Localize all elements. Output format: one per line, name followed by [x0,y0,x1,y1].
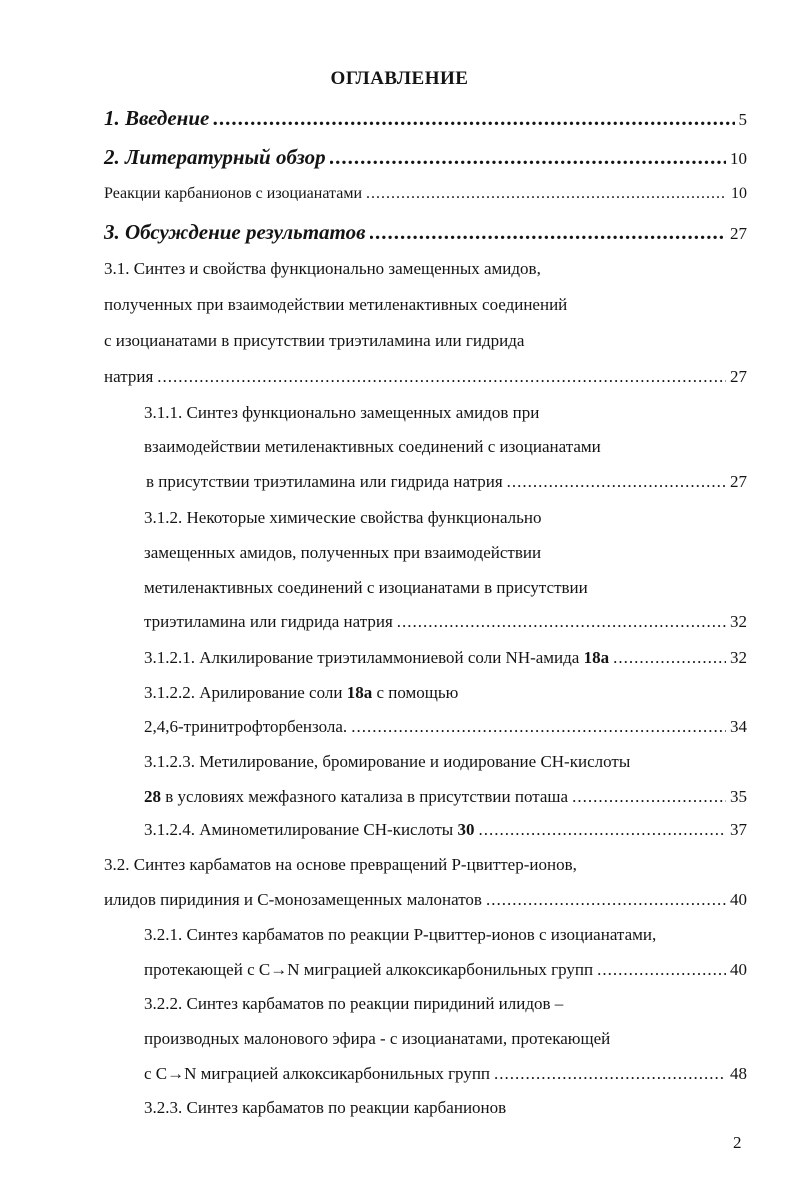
toc-entry-title [144,648,609,668]
toc-entry-title: натрия [104,367,154,386]
toc-entry-3-1-2-line1[interactable]: 3.1.2. Некоторые химические свойства функционально [144,508,542,527]
toc-entry-title: протекающей с C→N миграцией алкоксикарбонильных групп [144,960,594,979]
toc-entry-3-1-line1[interactable]: 3.1. Синтез и свойства функционально замещенных амидов, [104,259,541,278]
leader-dots [370,220,727,245]
toc-entry-text: с помощью [372,683,459,702]
toc-page-number: 37 [730,820,747,839]
toc-entry-3-1-line3[interactable]: с изоцианатами в присутствии триэтиламина или гидрида [104,331,525,350]
leader-dots [494,1064,726,1084]
leader-dots [597,960,726,980]
toc-page-number: 34 [730,717,747,736]
toc-entry-literature-review[interactable] [104,145,747,170]
toc-entry-text: 3.1.2.4. Аминометилирование CH-кислоты [144,820,458,839]
toc-entry-title: Реакции карбанионов с изоцианатами [104,185,363,202]
toc-entry-title: в присутствии триэтиламина или гидрида натрия [146,472,503,491]
toc-page-number: 48 [730,1064,747,1083]
toc-entry-discussion[interactable] [104,220,747,245]
toc-page-number: 35 [730,787,747,806]
leader-dots [397,612,726,632]
toc-entry-3-1-2-line3[interactable]: метиленактивных соединений с изоцианатами в присутствии [144,578,588,597]
toc-page-number: 10 [730,149,747,168]
toc-entry-introduction[interactable] [104,106,747,131]
toc-entry-title: с C→N миграцией алкоксикарбонильных групп [144,1064,491,1083]
toc-entry-title [144,820,474,840]
toc-entry-3-1-2-2-line1[interactable] [144,683,458,703]
toc-entry-3-2-2-line3[interactable] [144,1064,747,1084]
page-number: 2 [733,1133,742,1152]
toc-entry-3-2-3-line1[interactable]: 3.2.3. Синтез карбаматов по реакции карбанионов [144,1098,507,1117]
leader-dots [213,106,734,131]
leader-dots [572,787,726,807]
toc-page-number: 32 [730,648,747,667]
leader-dots [486,890,726,910]
toc-entry-3-2-line2[interactable] [104,890,747,910]
toc-entry-3-2-2-line1[interactable]: 3.2.2. Синтез карбаматов по реакции пиридиний илидов – [144,994,564,1013]
toc-page-number: 40 [730,960,747,979]
toc-entry-carbanion-reactions[interactable] [104,185,747,203]
toc-entry-3-1-2-2-line2[interactable] [144,717,747,737]
toc-entry-title: триэтиламина или гидрида натрия [144,612,393,631]
toc-entry-3-1-1-line2[interactable]: взаимодействии метиленактивных соединений с изоцианатами [144,437,601,456]
compound-number: 28 [144,787,161,806]
toc-entry-title: 2. Литературный обзор [104,145,326,169]
toc-entry-3-1-line4[interactable] [104,367,747,387]
toc-entry-3-1-2-line4[interactable] [144,612,747,632]
toc-entry-3-2-2-line2[interactable]: производных малонового эфира - с изоцианатами, протекающей [144,1029,611,1048]
toc-entry-title: 2,4,6-тринитрофторбензола. [144,717,348,736]
toc-entry-3-2-1-line2[interactable] [144,960,747,980]
toc-entry-3-1-2-1[interactable] [144,648,747,668]
toc-page-number: 27 [730,472,747,491]
compound-number: 30 [457,820,475,839]
leader-dots [366,185,727,203]
leader-dots [330,145,726,170]
toc-entry-3-1-2-line2[interactable]: замещенных амидов, полученных при взаимодействии [144,543,542,562]
toc-entry-title: 3. Обсуждение результатов [104,220,366,244]
toc-page-number: 27 [730,367,747,386]
toc-page-number: 5 [738,110,747,129]
toc-entry-title: 1. Введение [104,106,210,130]
toc-entry-3-2-line1[interactable]: 3.2. Синтез карбаматов на основе превращений P-цвиттер-ионов, [104,855,577,874]
toc-heading: ОГЛАВЛЕНИЕ [330,68,469,89]
toc-entry-text: 3.1.2.1. Алкилирование триэтиламмониевой соли NH-амида [144,648,584,667]
toc-page-number: 32 [730,612,747,631]
toc-entry-text: в условиях межфазного катализа в присутствии поташа [161,787,569,806]
toc-entry-3-1-1-line3[interactable] [146,472,747,492]
toc-entry-3-1-1-line1[interactable]: 3.1.1. Синтез функционально замещенных амидов при [144,403,540,422]
compound-number: 18a [346,683,373,702]
leader-dots [478,820,726,840]
toc-entry-3-1-2-3-line1[interactable]: 3.1.2.3. Метилирование, бромирование и иодирование CH-кислоты [144,752,631,771]
toc-entry-title: илидов пиридиния и C-монозамещенных малонатов [104,890,482,909]
toc-entry-3-1-2-4[interactable] [144,820,747,840]
toc-page-number: 10 [731,185,747,202]
toc-entry-3-1-2-3-line2[interactable] [144,787,747,807]
toc-page-number: 27 [730,224,747,243]
toc-entry-3-2-1-line1[interactable]: 3.2.1. Синтез карбаматов по реакции P-цвиттер-ионов с изоцианатами, [144,925,657,944]
toc-entry-title [144,787,568,807]
toc-page-number: 40 [730,890,747,909]
toc-entry-3-1-line2[interactable]: полученных при взаимодействии метиленактивных соединений [104,295,568,314]
leader-dots [507,472,726,492]
compound-number: 18a [583,648,610,667]
toc-entry-text: 3.1.2.2. Арилирование соли [144,683,347,702]
leader-dots [613,648,726,668]
leader-dots [351,717,726,737]
leader-dots [157,367,726,387]
